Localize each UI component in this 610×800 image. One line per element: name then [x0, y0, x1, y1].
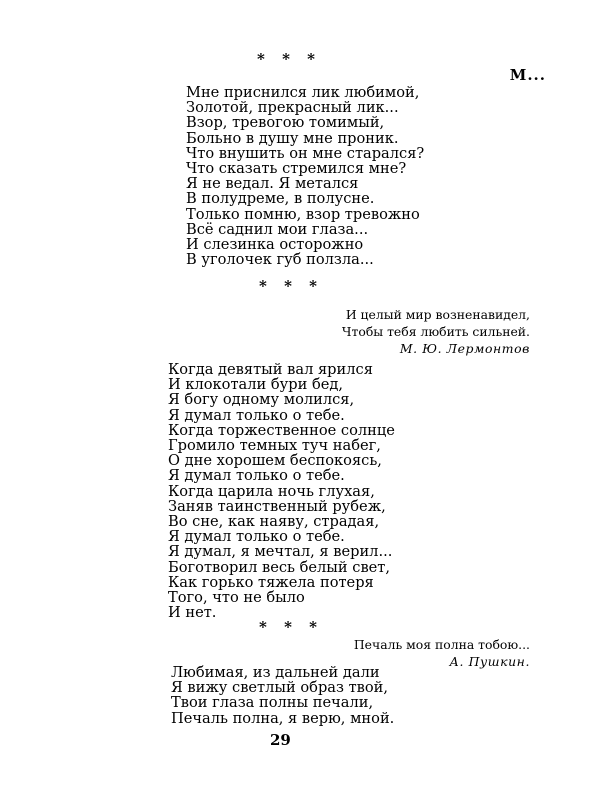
poem-line: Во сне, как наяву, страдая,	[168, 513, 380, 531]
poem-3	[171, 665, 394, 726]
poem-line: Больно в душу мне проник.	[186, 129, 399, 147]
section-separator-1: * * *	[257, 50, 321, 68]
poem-line: Я не ведал. Я метался	[186, 175, 359, 193]
poem-dedication: М...	[509, 66, 546, 84]
poem-1	[186, 85, 424, 267]
poem-line: Когда торжественное солнце	[168, 421, 395, 439]
poem-line: Громило темных туч набег,	[168, 437, 381, 455]
poem-line: Золотой, прекрасный лик...	[186, 99, 399, 117]
epigraph-author: А. Пушкин.	[449, 654, 530, 669]
poem-line: Как горько тяжела потеря	[168, 573, 374, 591]
poem-line: Того, что не было	[168, 589, 305, 607]
poem-line: И нет.	[168, 604, 217, 622]
poem-line: Заняв таинственный рубеж,	[168, 497, 386, 515]
poem-line: Я думал только о тебе.	[168, 467, 345, 485]
poem-line: В полудреме, в полусне.	[186, 190, 375, 208]
poem-line: Только помню, взор тревожно	[186, 205, 420, 223]
poem-line: Когда царила ночь глухая,	[168, 482, 375, 500]
poem-line: Что внушить он мне старался?	[186, 144, 425, 162]
epigraph-author: М. Ю. Лермонтов	[399, 341, 530, 356]
epigraph-line: И целый мир возненавидел,	[345, 307, 530, 322]
epigraph-line: Печаль моя полна тобою...	[353, 637, 530, 652]
poem-line: Что сказать стремился мне?	[186, 160, 407, 178]
poem-line: Мне приснился лик любимой,	[186, 84, 420, 101]
poem-line: Взор, тревогою томимый,	[186, 114, 385, 132]
poem-line: Я думал только о тебе.	[168, 406, 345, 424]
section-separator-3: * * *	[259, 618, 323, 636]
poem-line: Печаль полна, я верю, мной.	[171, 709, 395, 727]
poem-line: О дне хорошем беспокоясь,	[168, 452, 382, 470]
page-number: 29	[270, 731, 291, 749]
poem-line: Я вижу светлый образ твой,	[171, 679, 389, 697]
poem-line: Всё саднил мои глаза...	[186, 220, 369, 238]
epigraph-line: Чтобы тебя любить сильней.	[341, 324, 530, 339]
poem-line: Я богу одному молился,	[168, 391, 355, 409]
poem-line: Я думал, я мечтал, я верил...	[168, 543, 393, 561]
poem-line: И клокотали бури бед,	[168, 376, 343, 394]
poem-line: Любимая, из дальней дали	[171, 664, 380, 681]
poem-2	[168, 362, 395, 620]
epigraph-lermontov	[342, 306, 530, 357]
poem-line: Боготворил весь белый свет,	[168, 558, 391, 576]
poem-line: В уголочек губ ползла...	[186, 251, 374, 269]
section-separator-2: * * *	[259, 277, 323, 295]
poem-line: Когда девятый вал ярился	[168, 361, 373, 378]
poem-line: Твои глаза полны печали,	[171, 694, 374, 712]
poem-line: И слезинка осторожно	[186, 236, 364, 254]
poem-line: Я думал только о тебе.	[168, 528, 345, 546]
